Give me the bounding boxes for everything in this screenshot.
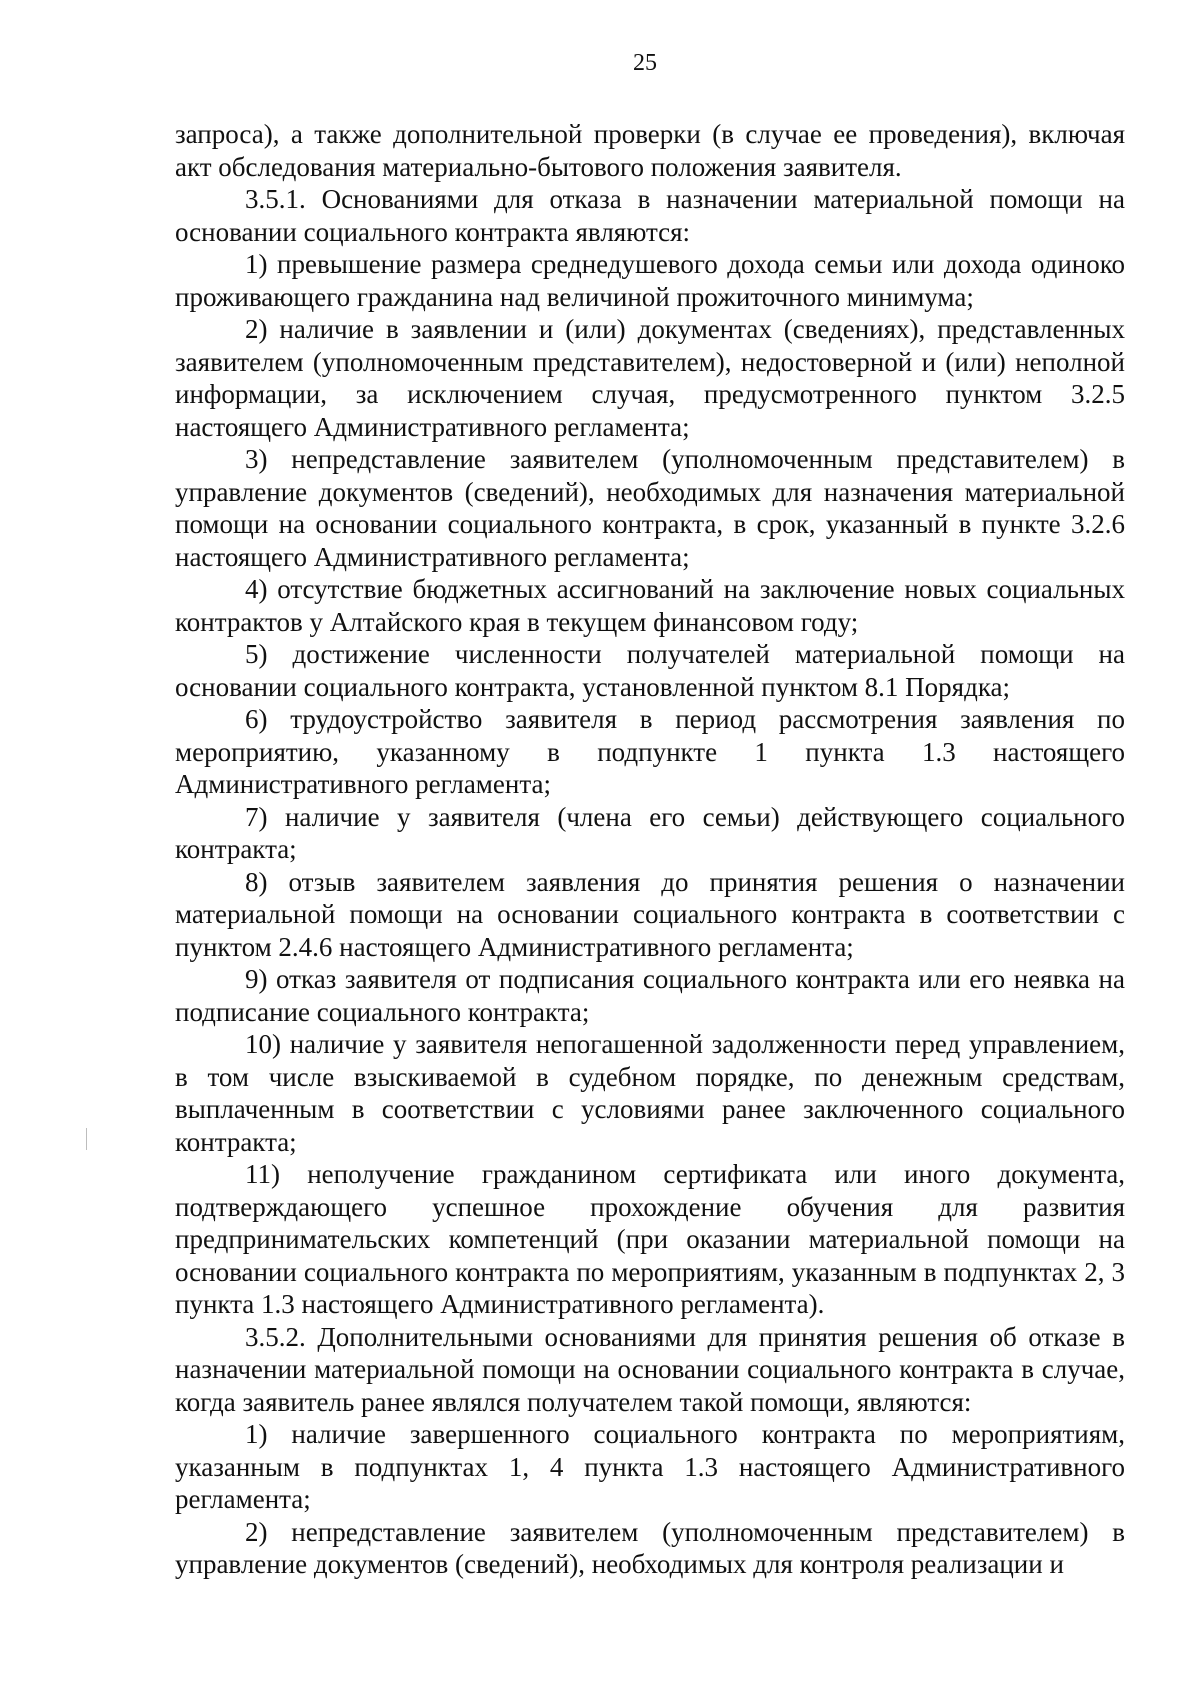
paragraph-section-3-5-1: 3.5.1. Основаниями для отказа в назначении материальной помощи на основании социального контракта являются: (175, 184, 1125, 247)
paragraph-continuation: запроса), а также дополнительной проверки (в случае ее проведения), включая акт обследования материально-бытового положения заявителя. (175, 119, 1125, 182)
list-item-2: 2) наличие в заявлении и (или) документах (сведениях), представленных заявителем (уполномоченным представителем), недостоверной и (или) неполной информации, за исключением случая, предусмотренного пунктом 3.2.5 настоящего Административного регламента; (175, 314, 1125, 442)
document-body (175, 118, 1125, 1581)
list-item-5: 5) достижение численности получателей материальной помощи на основании социального контракта, установленной пунктом 8.1 Порядка; (175, 639, 1125, 702)
list-item-3-5-2-1: 1) наличие завершенного социального контракта по мероприятиям, указанным в подпунктах 1, 4 пункта 1.3 настоящего Административного регламента; (175, 1419, 1125, 1514)
list-item-6: 6) трудоустройство заявителя в период рассмотрения заявления по мероприятию, указанному в подпункте 1 пункта 1.3 настоящего Административного регламента; (175, 704, 1125, 799)
list-item-7: 7) наличие у заявителя (члена его семьи) действующего социального контракта; (175, 801, 1125, 864)
list-item-1: 1) превышение размера среднедушевого дохода семьи или дохода одиноко проживающего гражданина над величиной прожиточного минимума; (175, 249, 1125, 312)
list-item-11: 11) неполучение гражданином сертификата или иного документа, подтверждающего успешное прохождение обучения для развития предпринимательских компетенций (при оказании материальной помощи на основании социального контракта по мероприятиям, указанным в подпунктах 2, 3 пункта 1.3 настоящего Административного регламента). (175, 1159, 1125, 1319)
list-item-8: 8) отзыв заявителем заявления до принятия решения о назначении материальной помощи на основании социального контракта в соответствии с пунктом 2.4.6 настоящего Административного регламента; (175, 866, 1125, 962)
page-number: 25 (633, 50, 657, 76)
list-item-3: 3) непредставление заявителем (уполномоченным представителем) в управление документов (сведений), необходимых для назначения материальной помощи на основании социального контракта, в срок, указанный в пункте 3.2.6 настоящего Административного регламента; (175, 444, 1125, 572)
list-item-9: 9) отказ заявителя от подписания социального контракта или его неявка на подписание социального контракта; (175, 964, 1125, 1027)
list-item-4: 4) отсутствие бюджетных ассигнований на заключение новых социальных контрактов у Алтайского края в текущем финансовом году; (175, 574, 1125, 637)
scan-artifact-line (86, 1128, 87, 1150)
list-item-10: 10) наличие у заявителя непогашенной задолженности перед управлением, в том числе взыскиваемой в судебном порядке, по денежным средствам, выплаченным в соответствии с условиями ранее заключенного социального контракта; (175, 1029, 1125, 1157)
paragraph-section-3-5-2: 3.5.2. Дополнительными основаниями для принятия решения об отказе в назначении материальной помощи на основании социального контракта в случае, когда заявитель ранее являлся получателем такой помощи, являются: (175, 1321, 1125, 1417)
list-item-3-5-2-2: 2) непредставление заявителем (уполномоченным представителем) в управление документов (сведений), необходимых для контроля реализации и (175, 1516, 1125, 1579)
